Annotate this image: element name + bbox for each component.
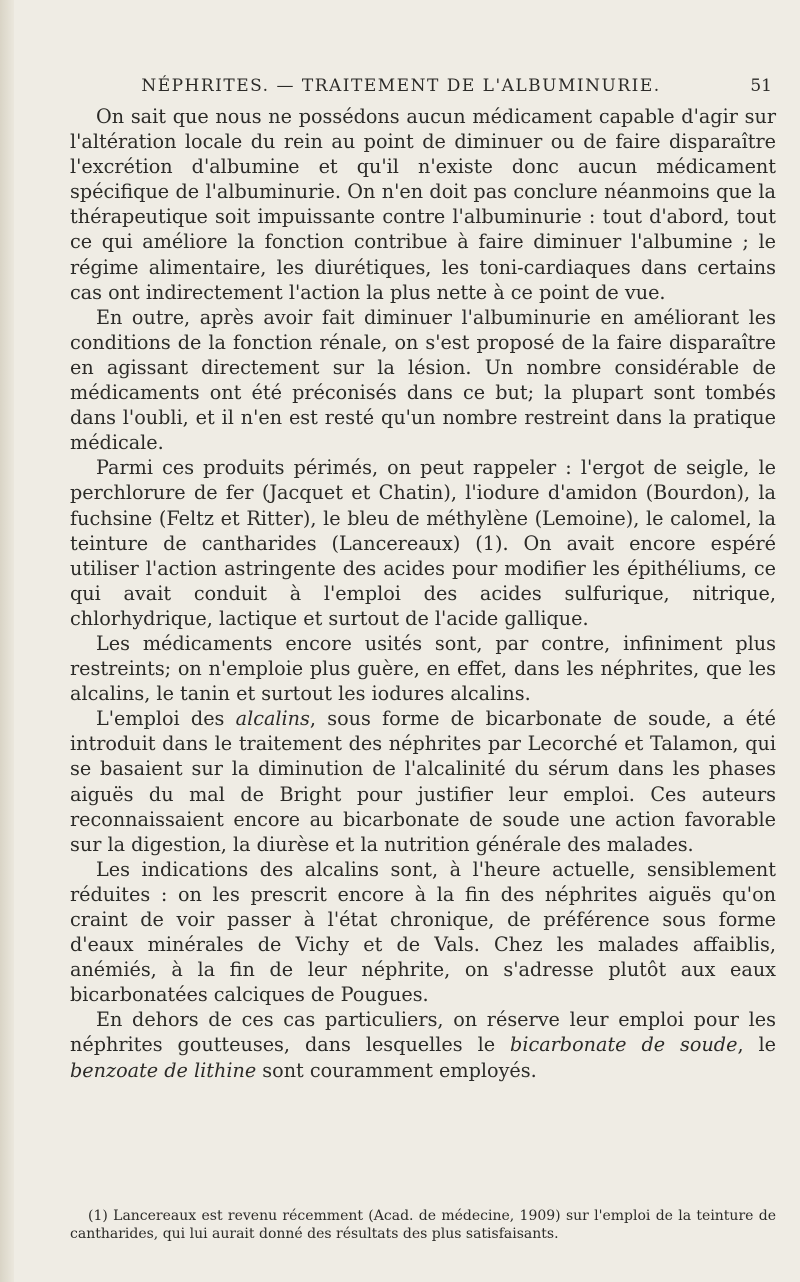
term-benzoate-de-lithine: benzoate de lithine bbox=[70, 1058, 257, 1082]
page-number: 51 bbox=[750, 76, 772, 96]
paragraph-3: Parmi ces produits périmés, on peut rappeler : l'ergot de seigle, le perchlorure de fer (Jacquet et Chatin), l'iodure d'amidon (Bourdon), la fuchsine (Feltz et Ritter), le bleu de méthylène (Lemoine), le calomel, la teinture de cantharides (Lancereaux) (1). On avait encore espéré utiliser l'action astringente des acides pour modifier les épithéliums, ce qui avait conduit à l'emploi des acides sulfurique, nitrique, chlorhydrique, lactique et surtout de l'acide gallique. bbox=[70, 456, 776, 630]
paragraph-7-rest: sont couramment employés. bbox=[256, 1058, 537, 1082]
term-alcalins: alcalins bbox=[235, 707, 310, 731]
footnote bbox=[70, 1207, 776, 1243]
paragraph-7-mid: , le bbox=[737, 1033, 776, 1057]
term-bicarbonate-de-soude: bicarbonate de soude bbox=[510, 1033, 738, 1057]
paragraph-6: Les indications des alcalins sont, à l'heure actuelle, sensiblement réduites : on les prescrit encore à la fin des néphrites aiguës qu'on craint de voir passer à l'état chronique, de préférence sous forme d'eaux minérales de Vichy et de Vals. Chez les malades affaiblis, anémiés, à la fin de leur néphrite, on s'adresse plutôt aux eaux bicarbonatées calciques de Pougues. bbox=[70, 857, 776, 1007]
paragraph-5-lead: L'emploi des bbox=[96, 707, 236, 731]
body-text bbox=[70, 104, 776, 1083]
page-header bbox=[70, 76, 772, 98]
paragraph-5-rest: , sous forme de bicarbonate de soude, a été introduit dans le traitement des néphrites par Lecorché et Talamon, qui se basaient sur la diminution de l'alcalinité du sérum dans les phases aiguës du mal de Bright pour justifier leur emploi. Ces auteurs reconnaissaient encore au bicarbonate de soude une action favorable sur la digestion, la diurèse et la nutrition générale des malades. bbox=[70, 707, 776, 856]
paragraph-1: On sait que nous ne possédons aucun médicament capable d'agir sur l'altération locale du rein au point de diminuer ou de faire disparaître l'excrétion d'albumine et qu'il n'existe donc aucun médicament spécifique de l'albuminurie. On n'en doit pas conclure néanmoins que la thérapeutique soit impuissante contre l'albuminurie : tout d'abord, tout ce qui améliore la fonction contribue à faire diminuer l'albumine ; le régime alimentaire, les diurétiques, les toni-cardiaques dans certains cas ont indirectement l'action la plus nette à ce point de vue. bbox=[70, 105, 776, 304]
running-head: NÉPHRITES. — TRAITEMENT DE L'ALBUMINURIE. bbox=[141, 76, 661, 96]
paragraph-7 bbox=[70, 1007, 776, 1082]
paragraph-2: En outre, après avoir fait diminuer l'albuminurie en améliorant les conditions de la fonction rénale, on s'est proposé de la faire disparaître en agissant directement sur la lésion. Un nombre considérable de médicaments ont été préconisés dans ce but; la plupart sont tombés dans l'oubli, et il n'en est resté qu'un nombre restreint dans la pratique médicale. bbox=[70, 305, 776, 455]
footnote-text: (1) Lancereaux est revenu récemment (Acad. de médecine, 1909) sur l'emploi de la teinture de cantharides, qui lui aurait donné des résultats des plus satisfaisants. bbox=[70, 1208, 776, 1242]
book-spine-shadow bbox=[0, 0, 14, 1282]
paragraph-7-lead: En dehors de ces cas particuliers, on réserve leur emploi pour les néphrites goutteuses, dans lesquelles le bbox=[70, 1008, 776, 1057]
paragraph-5 bbox=[70, 706, 776, 857]
paragraph-4: Les médicaments encore usités sont, par contre, infiniment plus restreints; on n'emploie plus guère, en effet, dans les néphrites, que les alcalins, le tanin et surtout les iodures alcalins. bbox=[70, 631, 776, 706]
